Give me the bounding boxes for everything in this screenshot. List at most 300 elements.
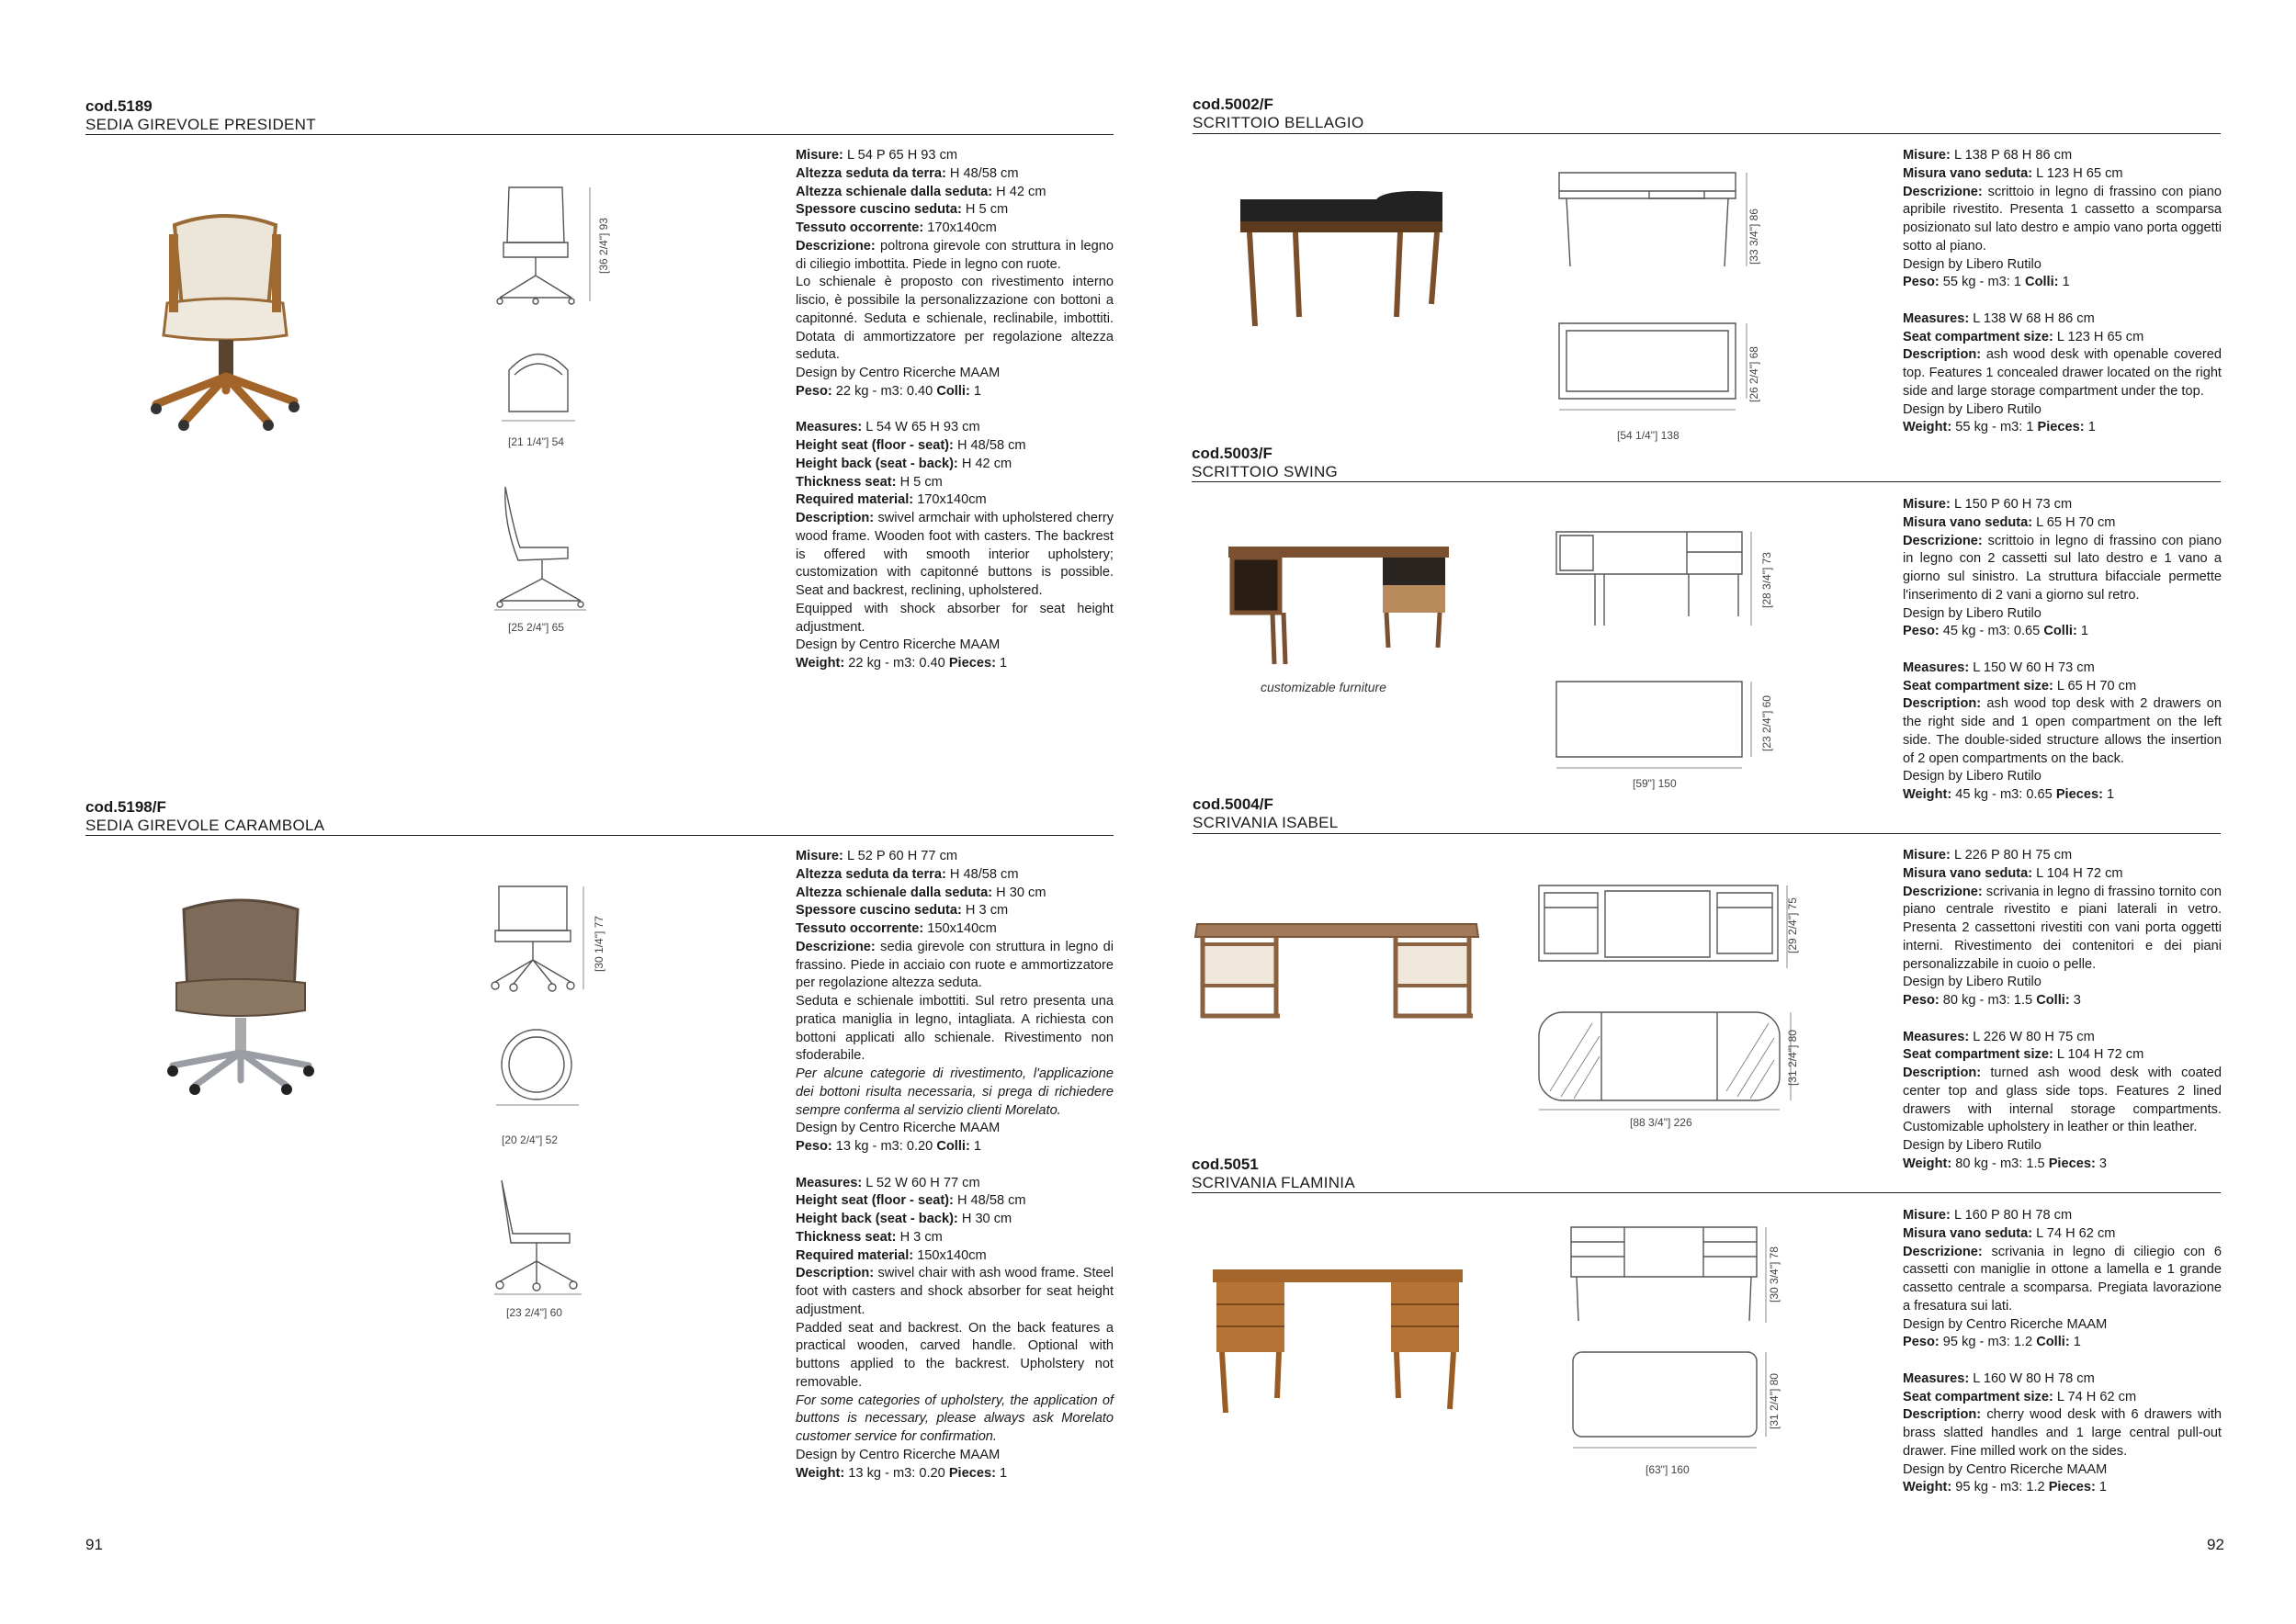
product-header xyxy=(1193,795,1339,832)
carambola-side-drawing xyxy=(494,1180,582,1295)
spec-text: Design by Libero Rutilo xyxy=(1903,256,2042,272)
spec-text: L 74 H 62 cm xyxy=(2032,1225,2116,1241)
spec-line xyxy=(1903,1046,2222,1065)
spec-label: Height back (seat - back): xyxy=(796,1212,958,1226)
spec-line xyxy=(1903,1029,2222,1047)
spec-label: Measures: xyxy=(796,1175,863,1190)
spec-line xyxy=(1903,992,2222,1010)
spec-label: Pieces: xyxy=(948,1465,996,1481)
spec-label: Seat compartment size: xyxy=(1903,678,2053,694)
spec-label: Colli: xyxy=(936,383,970,399)
spec-text: Seduta e schienale imbottiti. Sul retro presenta una pratica maniglia in legno, intagliata. A richiesta con bottoni applicati allo schienale. Rivestimento non sfoderabile. xyxy=(796,994,1114,1064)
spec-line xyxy=(1903,514,2222,533)
spec-line xyxy=(796,1247,1114,1266)
spec-text: 1 xyxy=(969,383,981,399)
spec-text: 22 kg - m3: 0.40 xyxy=(831,383,937,399)
spec-label: Description: xyxy=(796,1266,875,1281)
spec-line xyxy=(796,474,1114,492)
spec-label: Misure: xyxy=(796,148,843,163)
divider xyxy=(1192,1192,2221,1193)
spec-label: Seat compartment size: xyxy=(1903,329,2053,344)
spec-line xyxy=(796,1229,1114,1247)
spec-text: cherry wood desk with 6 drawers with brass slatted handles and 1 large central pull-out drawer. Fine milled work on the sides. xyxy=(1903,1407,2222,1459)
spec-text: Design by Libero Rutilo xyxy=(1903,605,2042,621)
president-chair-photo xyxy=(147,207,303,427)
spec-text: L 123 H 65 cm xyxy=(2053,329,2144,344)
spec-line xyxy=(1903,310,2222,329)
spec-text: Design by Centro Ricerche MAAM xyxy=(1903,1316,2108,1332)
president-side-drawing xyxy=(494,487,586,611)
product-code: cod.5004/F xyxy=(1193,795,1273,813)
spec-text: 1 xyxy=(2084,420,2096,435)
spec-label: Height seat (floor - seat): xyxy=(796,1193,954,1209)
spec-label: Peso: xyxy=(796,1139,832,1154)
spec-line xyxy=(1903,1461,2222,1480)
spec-line xyxy=(1903,884,2222,975)
spec-text: 80 kg - m3: 1.5 xyxy=(1939,993,2037,1008)
spec-label: Descrizione: xyxy=(1903,533,1983,548)
spec-label: Misure: xyxy=(1903,1208,1951,1223)
product-name: SCRIVANIA FLAMINIA xyxy=(1192,1174,1355,1191)
spec-text: Design by Centro Ricerche MAAM xyxy=(796,637,1001,653)
spec-label: Pieces: xyxy=(2055,787,2103,802)
spec-text: L 138 P 68 H 86 cm xyxy=(1950,148,2073,163)
spec-line xyxy=(796,885,1114,903)
flaminia-top-drawing xyxy=(1569,1348,1764,1459)
spec-line xyxy=(796,1066,1114,1120)
spec-line xyxy=(1903,1389,2222,1407)
spec-line xyxy=(1903,419,2222,437)
spec-line xyxy=(796,866,1114,885)
spec-line xyxy=(1903,401,2222,420)
spec-line xyxy=(796,655,1114,673)
spec-label: Measures: xyxy=(1903,310,1970,326)
spec-text: scrivania in legno di ciliegio con 6 cassetti con maniglie in ottone a lamella e 1 grande cassetto centrale a scomparsa. Pregiata lavorazione a fresatura sui lati. xyxy=(1903,1244,2222,1314)
spec-line xyxy=(796,601,1114,637)
spec-line xyxy=(796,848,1114,866)
spec-line xyxy=(1903,1065,2222,1137)
spec-label: Thickness seat: xyxy=(796,1229,897,1245)
spec-text: 170x140cm xyxy=(923,220,997,235)
spec-text: turned ash wood desk with coated center top and glass side tops. Features 2 lined drawers with internal storage compartments. Customizable upholstery in leather or thin leather. xyxy=(1903,1066,2222,1135)
spec-label: Seat compartment size: xyxy=(1903,1389,2053,1404)
spec-text: L 123 H 65 cm xyxy=(2032,165,2123,181)
spec-text: L 226 P 80 H 75 cm xyxy=(1950,848,2073,863)
divider xyxy=(85,134,1114,135)
spec-label: Spessore cuscino seduta: xyxy=(796,202,962,218)
spec-text: H 5 cm xyxy=(961,202,1009,218)
product-code: cod.5189 xyxy=(85,97,153,115)
spec-text: L 65 H 70 cm xyxy=(2053,678,2137,694)
spec-text: swivel chair with ash wood frame. Steel foot with casters and shock absorber for seat height adjustment. xyxy=(796,1266,1114,1317)
spec-label: Altezza seduta da terra: xyxy=(796,866,946,882)
spec-text: swivel armchair with upholstered cherry wood frame. Wooden foot with casters. The backrest is offered with smooth interior upholstery; customization with capitonné buttons is possible. Seat and backrest, reclining, upholstered. xyxy=(796,511,1114,598)
spec-line xyxy=(1903,660,2222,678)
spec-line xyxy=(1903,678,2222,696)
spec-text: 1 xyxy=(2102,787,2115,802)
spec-text: L 74 H 62 cm xyxy=(2053,1389,2137,1404)
bellagio-front-drawing xyxy=(1557,171,1741,266)
spec-label: Misure: xyxy=(1903,497,1951,512)
spec-line xyxy=(796,491,1114,510)
spec-line xyxy=(796,510,1114,601)
spec-text: L 52 W 60 H 77 cm xyxy=(862,1175,980,1190)
spacer xyxy=(1903,1352,2222,1370)
spec-label: Peso: xyxy=(796,383,832,399)
spec-label: Pieces: xyxy=(2048,1480,2096,1495)
dimension-label: [31 2/4"] 80 xyxy=(1768,1373,1781,1429)
spec-label: Measures: xyxy=(1903,1029,1970,1044)
spec-label: Misure: xyxy=(1903,148,1951,163)
spec-text: L 160 W 80 H 78 cm xyxy=(1969,1370,2095,1386)
bellagio-desk-photo xyxy=(1238,188,1445,331)
spec-text: 150x140cm xyxy=(913,1247,987,1263)
spec-label: Descrizione: xyxy=(796,238,876,254)
spec-block xyxy=(796,848,1114,1483)
spec-line xyxy=(1903,865,2222,884)
spec-line xyxy=(796,1465,1114,1483)
divider xyxy=(1193,833,2221,834)
spec-text: H 48/58 cm xyxy=(945,866,1019,882)
spec-text: L 54 W 65 H 93 cm xyxy=(862,420,980,435)
spec-text: 80 kg - m3: 1.5 xyxy=(1951,1156,2049,1171)
spec-block xyxy=(1903,1207,2222,1497)
dimension-label: [33 3/4"] 86 xyxy=(1747,209,1760,265)
spec-line xyxy=(796,238,1114,275)
spec-text: 170x140cm xyxy=(913,492,987,508)
spec-label: Colli: xyxy=(2036,1335,2070,1350)
spec-text: L 104 H 72 cm xyxy=(2032,865,2123,881)
spec-label: Description: xyxy=(1903,1407,1982,1423)
spec-line xyxy=(1903,605,2222,624)
dimension-label: [20 2/4"] 52 xyxy=(502,1133,558,1146)
spec-text: 1 xyxy=(2076,624,2088,639)
spec-line xyxy=(796,1393,1114,1447)
dimension-label: [30 3/4"] 78 xyxy=(1768,1246,1781,1303)
product-header xyxy=(85,798,324,835)
spec-label: Height back (seat - back): xyxy=(796,456,958,471)
carambola-top-drawing xyxy=(496,1024,579,1107)
bellagio-top-drawing xyxy=(1557,321,1741,413)
dimension-label: [59"] 150 xyxy=(1633,777,1677,790)
spec-line xyxy=(796,419,1114,437)
spec-line xyxy=(1903,165,2222,184)
spec-text: 150x140cm xyxy=(923,921,997,936)
spacer xyxy=(796,401,1114,420)
spec-label: Misure: xyxy=(796,849,843,863)
spec-text: Design by Libero Rutilo xyxy=(1903,769,2042,784)
president-front-drawing xyxy=(494,187,586,307)
spec-label: Descrizione: xyxy=(1903,184,1983,199)
spec-line xyxy=(796,383,1114,401)
spec-text: Design by Libero Rutilo xyxy=(1903,1138,2042,1153)
spec-label: Tessuto occorrente: xyxy=(796,220,924,235)
spec-text: 1 xyxy=(969,1139,981,1154)
carambola-front-drawing xyxy=(492,886,583,997)
isabel-desk-photo xyxy=(1192,917,1482,1027)
spec-label: Thickness seat: xyxy=(796,474,897,490)
spec-text: 1 xyxy=(995,1465,1008,1481)
spec-line xyxy=(1903,623,2222,641)
spec-line xyxy=(1903,346,2222,400)
spec-text: 1 xyxy=(995,656,1008,671)
spec-text: L 138 W 68 H 86 cm xyxy=(1969,310,2095,326)
spec-label: Weight: xyxy=(1903,420,1952,435)
spec-line xyxy=(796,201,1114,220)
product-code: cod.5002/F xyxy=(1193,96,1273,113)
spec-text: H 30 cm xyxy=(992,885,1046,900)
dimension-label: [29 2/4"] 75 xyxy=(1786,897,1799,953)
product-name: SCRITTOIO SWING xyxy=(1192,463,1339,480)
spec-text: scrittoio in legno di frassino con piano apribile rivestito. Presenta 1 cassetto a scomparsa posizionato sul lato destro e ampio vano porta oggetti sotto al piano. xyxy=(1903,184,2222,254)
spec-label: Misura vano seduta: xyxy=(1903,1225,2033,1241)
spec-line xyxy=(1903,329,2222,347)
spec-line xyxy=(1903,184,2222,256)
spec-label: Pieces: xyxy=(2048,1156,2096,1171)
dimension-label: [21 1/4"] 54 xyxy=(508,435,564,448)
dimension-label: [36 2/4"] 93 xyxy=(597,218,610,274)
spec-text: 13 kg - m3: 0.20 xyxy=(844,1465,949,1481)
swing-front-drawing xyxy=(1555,528,1747,629)
product-code: cod.5051 xyxy=(1192,1156,1259,1173)
spec-text: Design by Centro Ricerche MAAM xyxy=(796,366,1001,380)
swing-top-drawing xyxy=(1555,678,1747,779)
dimension-label: [25 2/4"] 65 xyxy=(508,621,564,634)
product-header xyxy=(1192,1156,1355,1192)
spec-line xyxy=(1903,1225,2222,1244)
spec-text: L 104 H 72 cm xyxy=(2053,1047,2144,1063)
spec-label: Altezza schienale dalla seduta: xyxy=(796,184,993,199)
spec-line xyxy=(1903,1316,2222,1335)
product-name: SCRIVANIA ISABEL xyxy=(1193,814,1339,831)
spec-label: Peso: xyxy=(1903,624,1940,639)
spec-text: 1 xyxy=(2069,1335,2081,1350)
spec-label: Description: xyxy=(1903,1066,1982,1080)
spec-block xyxy=(1903,496,2222,805)
dimension-label: [28 3/4"] 73 xyxy=(1760,552,1773,608)
spec-label: Description: xyxy=(796,511,875,525)
spec-text: H 30 cm xyxy=(957,1212,1012,1226)
product-header xyxy=(1192,445,1338,481)
spec-line xyxy=(1903,1137,2222,1156)
swing-desk-photo xyxy=(1228,547,1449,666)
spec-label: Measures: xyxy=(1903,1370,1970,1386)
spec-text: 95 kg - m3: 1.2 xyxy=(1939,1335,2037,1350)
product-name: SEDIA GIREVOLE PRESIDENT xyxy=(85,116,316,133)
spec-text: L 226 W 80 H 75 cm xyxy=(1969,1029,2095,1044)
spec-label: Spessore cuscino seduta: xyxy=(796,903,962,919)
spec-line xyxy=(1903,1244,2222,1316)
spec-text: For some categories of upholstery, the application of buttons is necessary, please always ask Morelato customer service for confirmation. xyxy=(796,1393,1114,1444)
spec-label: Peso: xyxy=(1903,993,1940,1008)
spec-text: 13 kg - m3: 0.20 xyxy=(831,1139,937,1154)
spec-text: Design by Centro Ricerche MAAM xyxy=(796,1447,1001,1462)
spec-label: Misura vano seduta: xyxy=(1903,514,2033,530)
spec-line xyxy=(1903,1156,2222,1174)
spec-text: H 5 cm xyxy=(896,474,943,490)
spec-text: Design by Centro Ricerche MAAM xyxy=(1903,1461,2108,1477)
divider xyxy=(85,835,1114,836)
isabel-front-drawing xyxy=(1537,880,1785,981)
spec-label: Height seat (floor - seat): xyxy=(796,438,954,453)
spec-line xyxy=(796,1211,1114,1229)
spec-text: L 150 P 60 H 73 cm xyxy=(1950,497,2073,512)
spec-text: Per alcune categorie di rivestimento, l'applicazione dei bottoni risulta necessaria, si prega di richiedere sempre conferma al servizio clienti Morelato. xyxy=(796,1066,1114,1118)
spec-label: Descrizione: xyxy=(796,939,876,954)
spec-label: Weight: xyxy=(1903,1156,1952,1171)
product-name: SEDIA GIREVOLE CARAMBOLA xyxy=(85,817,325,834)
spec-label: Colli: xyxy=(2043,624,2077,639)
spec-line xyxy=(796,220,1114,238)
spec-block xyxy=(1903,847,2222,1174)
spec-line xyxy=(1903,1406,2222,1460)
spec-line xyxy=(796,456,1114,474)
dimension-label: [31 2/4"] 80 xyxy=(1786,1030,1799,1086)
spec-line xyxy=(796,1175,1114,1193)
spec-line xyxy=(1903,786,2222,805)
spec-label: Pieces: xyxy=(2037,420,2085,435)
spec-text: 55 kg - m3: 1 xyxy=(1939,275,2026,290)
dimension-label: [30 1/4"] 77 xyxy=(593,916,605,972)
spec-text: 1 xyxy=(2095,1480,2107,1495)
spec-label: Description: xyxy=(1903,347,1982,363)
spec-line xyxy=(796,165,1114,184)
spec-text: H 3 cm xyxy=(896,1229,943,1245)
spec-text: H 42 cm xyxy=(957,456,1012,471)
spec-text: poltrona girevole con struttura in legno di ciliegio imbottita. Piede in legno con ruote. xyxy=(796,238,1114,272)
spec-text: H 42 cm xyxy=(992,184,1046,199)
spec-text: Design by Libero Rutilo xyxy=(1903,401,2042,417)
spacer xyxy=(1903,1010,2222,1029)
spec-line xyxy=(1903,1370,2222,1389)
spec-line xyxy=(796,993,1114,1066)
spec-line xyxy=(796,147,1114,165)
spec-line xyxy=(1903,496,2222,514)
spec-line xyxy=(796,939,1114,993)
spec-label: Required material: xyxy=(796,492,914,508)
spacer xyxy=(1903,292,2222,310)
spec-label: Measures: xyxy=(796,420,863,435)
spec-line xyxy=(1903,1479,2222,1497)
spec-text: ash wood desk with openable covered top. Features 1 concealed drawer located on the right side and large storage compartment under the top. xyxy=(1903,347,2222,399)
spec-text: 3 xyxy=(2069,993,2081,1008)
spec-line xyxy=(1903,847,2222,865)
spec-text: 22 kg - m3: 0.40 xyxy=(844,656,949,671)
product-code: cod.5198/F xyxy=(85,798,166,816)
dimension-label: [23 2/4"] 60 xyxy=(1760,695,1773,751)
spec-label: Weight: xyxy=(1903,1480,1952,1495)
spec-block xyxy=(1903,147,2222,437)
dimension-label: [54 1/4"] 138 xyxy=(1617,429,1680,442)
divider xyxy=(1192,481,2221,482)
spec-text: L 52 P 60 H 77 cm xyxy=(843,849,958,863)
spec-text: 1 xyxy=(2058,275,2070,290)
spec-label: Weight: xyxy=(796,1465,845,1481)
spec-line xyxy=(796,1138,1114,1156)
spec-text: sedia girevole con struttura in legno di frassino. Piede in acciaio con ruote e ammortizzatore per regolazione altezza seduta. xyxy=(796,939,1114,991)
spec-label: Colli: xyxy=(2025,275,2059,290)
spec-label: Tessuto occorrente: xyxy=(796,921,924,936)
spec-label: Colli: xyxy=(2036,993,2070,1008)
spec-label: Misure: xyxy=(1903,848,1951,863)
spec-label: Descrizione: xyxy=(1903,884,1983,899)
spec-label: Seat compartment size: xyxy=(1903,1047,2053,1063)
spec-label: Weight: xyxy=(796,656,845,671)
spec-label: Misura vano seduta: xyxy=(1903,165,2033,181)
spec-line xyxy=(796,1447,1114,1465)
dimension-label: [63"] 160 xyxy=(1646,1463,1690,1476)
president-top-drawing xyxy=(502,347,575,421)
spec-label: Misura vano seduta: xyxy=(1903,865,2033,881)
spec-text: Equipped with shock absorber for seat height adjustment. xyxy=(796,601,1114,635)
isabel-top-drawing xyxy=(1537,1009,1785,1119)
spec-line xyxy=(796,365,1114,383)
spec-label: Peso: xyxy=(1903,1335,1940,1350)
spec-line xyxy=(796,920,1114,939)
flaminia-desk-photo xyxy=(1213,1269,1463,1415)
spec-text: L 150 W 60 H 73 cm xyxy=(1969,660,2095,675)
spec-line xyxy=(796,902,1114,920)
spec-label: Description: xyxy=(1903,696,1982,712)
spec-text: scrittoio in legno di frassino con piano in legno con 2 cassetti sul lato destro e 1 vano a giorno sul sinistro. La struttura bifacciale permette l'inserimento di 2 vani a giorno sul retro. xyxy=(1903,533,2222,603)
product-header xyxy=(85,97,316,134)
spec-line xyxy=(1903,1334,2222,1352)
spec-text: 45 kg - m3: 0.65 xyxy=(1939,624,2044,639)
spec-line xyxy=(796,1265,1114,1319)
spec-text: H 3 cm xyxy=(961,903,1009,919)
spec-line xyxy=(796,1192,1114,1211)
dimension-label: [26 2/4"] 68 xyxy=(1747,346,1760,402)
spec-text: L 54 P 65 H 93 cm xyxy=(843,148,958,163)
divider xyxy=(1193,133,2221,134)
spec-text: Padded seat and backrest. On the back features a practical wooden, carved handle. Optional with buttons applied to the backrest. Upholstery not removable. xyxy=(796,1320,1114,1390)
spacer xyxy=(796,1156,1114,1175)
flaminia-front-drawing xyxy=(1569,1224,1764,1325)
spec-text: Design by Libero Rutilo xyxy=(1903,975,2042,990)
product-name: SCRITTOIO BELLAGIO xyxy=(1193,114,1364,131)
spec-label: Weight: xyxy=(1903,787,1952,802)
spec-text: H 48/58 cm xyxy=(953,1193,1026,1209)
spec-text: L 65 H 70 cm xyxy=(2032,514,2116,530)
spec-line xyxy=(796,1320,1114,1393)
customizable-caption: customizable furniture xyxy=(1261,680,1386,694)
spec-line xyxy=(1903,695,2222,768)
spec-label: Colli: xyxy=(936,1139,970,1154)
spec-text: ash wood top desk with 2 drawers on the right side and 1 open compartment on the left side. The double-sided structure allows the insertion of 2 open compartments on the back. xyxy=(1903,696,2222,766)
spec-text: 95 kg - m3: 1.2 xyxy=(1951,1480,2049,1495)
spec-line xyxy=(1903,768,2222,786)
spec-text: H 48/58 cm xyxy=(953,438,1026,453)
spec-text: 45 kg - m3: 0.65 xyxy=(1951,787,2056,802)
spec-block xyxy=(796,147,1114,673)
dimension-label: [23 2/4"] 60 xyxy=(506,1306,562,1319)
spec-text: H 48/58 cm xyxy=(945,165,1019,181)
spec-line xyxy=(1903,974,2222,992)
spec-line xyxy=(796,184,1114,202)
spec-line xyxy=(796,637,1114,655)
spec-text: Design by Centro Ricerche MAAM xyxy=(796,1121,1001,1136)
spec-label: Peso: xyxy=(1903,275,1940,290)
dimension-label: [88 3/4"] 226 xyxy=(1630,1116,1692,1129)
spec-label: Required material: xyxy=(796,1247,914,1263)
spec-line xyxy=(1903,274,2222,292)
spec-text: 55 kg - m3: 1 xyxy=(1951,420,2038,435)
spec-line xyxy=(1903,1207,2222,1225)
spec-line xyxy=(796,437,1114,456)
spec-text: L 160 P 80 H 78 cm xyxy=(1950,1208,2073,1223)
spec-line xyxy=(1903,147,2222,165)
product-code: cod.5003/F xyxy=(1192,445,1272,462)
